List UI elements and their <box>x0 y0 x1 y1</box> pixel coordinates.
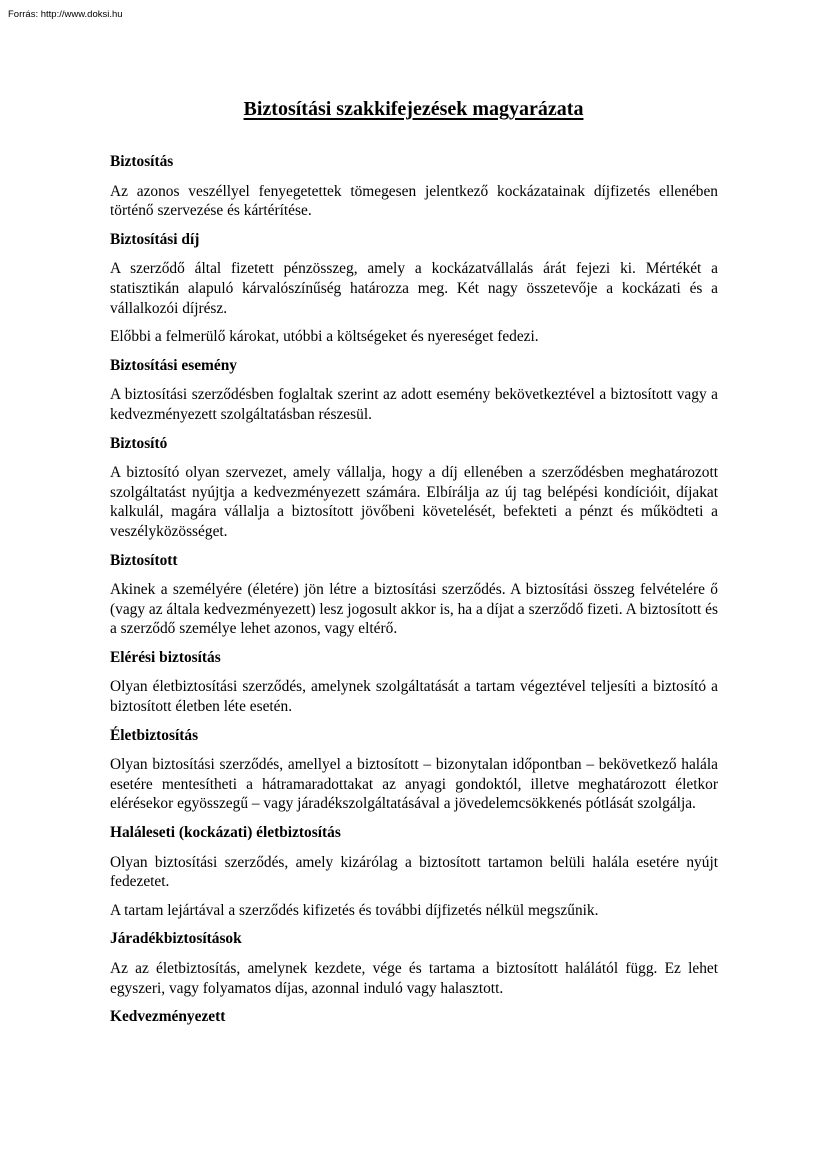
section <box>110 648 718 717</box>
section <box>110 1007 718 1027</box>
section <box>110 152 718 221</box>
section-heading: Haláleseti (kockázati) életbiztosítás <box>110 824 341 842</box>
document-body <box>110 152 718 1037</box>
section-heading: Biztosítási esemény <box>110 356 237 374</box>
section-paragraph: Az azonos veszéllyel fenyegetettek tömegesen jelentkező kockázatainak díjfizetés ellenében történő szervezése és kártérítése. <box>110 182 718 220</box>
section-heading: Járadékbiztosítások <box>110 930 242 948</box>
section <box>110 823 718 920</box>
section-paragraph: Olyan életbiztosítási szerződés, amelynek szolgáltatását a tartam végeztével teljesíti a biztosító a biztosított életben léte esetén. <box>110 678 718 716</box>
source-line: Forrás: http://www.doksi.hu <box>8 9 123 20</box>
section-paragraph: A biztosítási szerződésben foglaltak szerint az adott esemény bekövetkeztével a biztosított vagy a kedvezményezett szolgáltatásban részesül. <box>110 386 718 423</box>
section-paragraph: Olyan biztosítási szerződés, amely kizárólag a biztosított tartamon belüli halála esetére nyújt fedezetet. <box>110 853 718 891</box>
section-paragraph: Akinek a személyére (életére) jön létre a biztosítási szerződés. A biztosítási összeg felvételére ő (vagy az általa kedvezményezett) lesz jogosult akkor is, ha a díjat a szerződő fizeti. A biztosított és a szerződő személye lehet azonos, vagy eltérő. <box>110 581 718 638</box>
section-paragraph: A tartam lejártával a szerződés kifizetés és további díjfizetés nélkül megszűnik. <box>110 901 599 919</box>
section-heading: Kedvezményezett <box>110 1008 226 1026</box>
section-paragraph: Az az életbiztosítás, amelynek kezdete, vége és tartama a biztosított halálától függ. Ez lehet egyszeri, vagy folyamatos díjas, azonnal induló vagy halasztott. <box>110 960 718 997</box>
section-heading: Biztosítási díj <box>110 230 200 248</box>
section-paragraph: A szerződő által fizetett pénzösszeg, amely a kockázatvállalás árát fejezi ki. Mértékét a statisztikán alapuló kárvalószínűség határozza meg. Két nagy összetevője a kockázati és a vállalkozói díjrész. <box>110 260 718 317</box>
section-paragraph: Olyan biztosítási szerződés, amellyel a biztosított – bizonytalan időpontban – bekövetkező halála esetére mentesítheti a hátramaradottakat az anyagi gondoktól, illetve meghatározott életkor elérésekor egyösszegű – vagy járadékszolgáltatásával a jövedelemcsökkenés pótlását szolgálja. <box>110 756 718 813</box>
section <box>110 726 718 814</box>
section-heading: Biztosító <box>110 434 168 452</box>
section <box>110 356 718 425</box>
page-title: Biztosítási szakkifejezések magyarázata <box>243 98 584 120</box>
section-heading: Biztosított <box>110 551 178 569</box>
section <box>110 230 718 347</box>
section <box>110 929 718 998</box>
section <box>110 434 718 542</box>
section <box>110 551 718 639</box>
section-heading: Biztosítás <box>110 153 174 170</box>
section-heading: Életbiztosítás <box>110 726 199 744</box>
section-heading: Elérési biztosítás <box>110 648 221 666</box>
section-paragraph: A biztosító olyan szervezet, amely vállalja, hogy a díj ellenében a szerződésben meghatározott szolgáltatást nyújtja a kedvezményezett számára. Elbírálja az új tag belépési kondícióit, díjakat kalkulál, magára vállalja a biztosított jövőbeni követelését, befekteti a pénzt és működteti a veszélyközösséget. <box>110 464 718 540</box>
section-paragraph: Előbbi a felmerülő károkat, utóbbi a költségeket és nyereséget fedezi. <box>110 328 539 346</box>
